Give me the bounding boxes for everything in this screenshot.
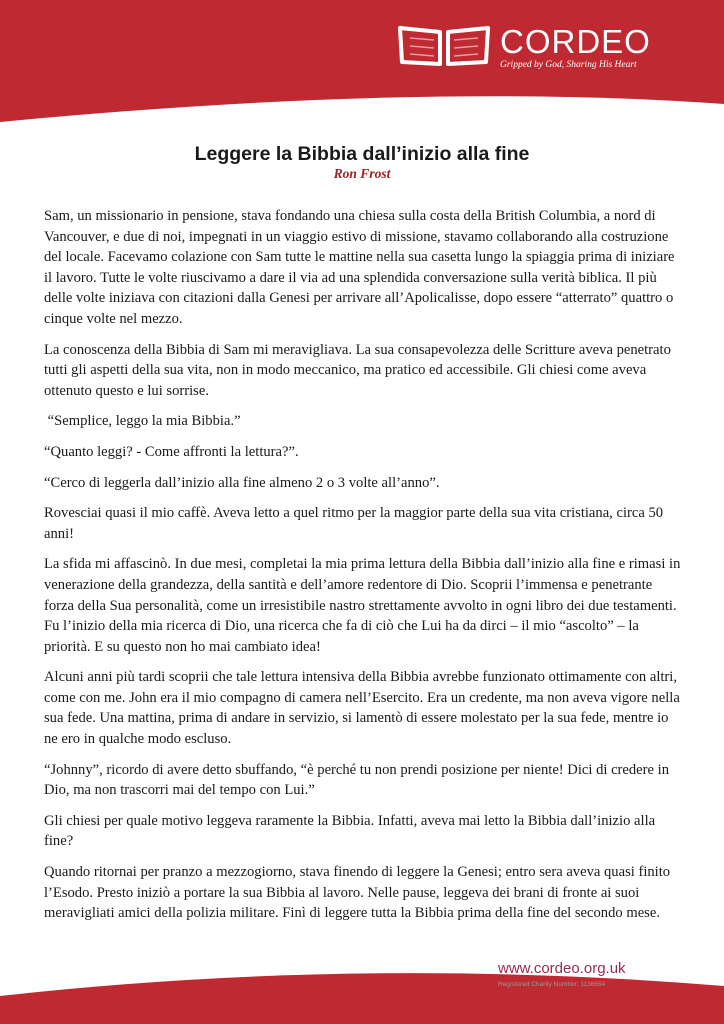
paragraph: Sam, un missionario in pensione, stava fondando una chiesa sulla costa della British Columbia, a nord di Vancouver, e due di noi, impegnati in un viaggio estivo di missione, stavamo collaborando alla costruzione del locale. Facevamo colazione con Sam tutte le mattine nella sua casetta lungo la spiaggia prima di iniziare il lavoro. Tutte le volte riuscivamo a dare il via ad una splendida conversazione sulla verità biblica. Il più delle volte iniziava con citazioni dalla Genesi per arrivare all’Apolicalisse, dopo essere “atterrato” quattro o cinque volte nel mezzo. [44, 208, 675, 327]
paragraph: La sfida mi affascinò. In due mesi, completai la mia prima lettura della Bibbia dall’inizio alla fine e rimasi in venerazione della grandezza, della santità e dell’amore redentore di Dio. Scoprii l’immensa e penetrante forza della Sua personalità, come un irresistibile nastro strettamente avvolto in ogni libro dei due testamenti. Fu l’inizio della mia ricerca di Dio, una ricerca che fa di ciò che Lui ha da dirci – il mio “ascolto” – la priorità. E su questo non ho mai cambiato idea! [44, 556, 681, 655]
paragraph: “Cerco di leggerla dall’inizio alla fine almeno 2 o 3 volte all’anno”. [44, 474, 440, 491]
paragraph: Rovesciai quasi il mio caffè. Aveva letto a quel ritmo per la maggior parte della sua vita cristiana, circa 50 anni! [44, 505, 664, 542]
paragraph: “Semplice, leggo la mia Bibbia.” [44, 413, 241, 430]
paragraph: Quando ritornai per pranzo a mezzogiorno, stava finendo di leggere la Genesi; entro sera aveva quasi finito l’Esodo. Presto iniziò a portare la sua Bibbia al lavoro. Nelle pause, leggeva dei brani di fronte ai suoi meravigliati amici della polizia militare. Finì di leggere tutta la Bibbia prima della fine del secondo mese. [44, 864, 671, 922]
paragraph: Gli chiesi per quale motivo leggeva raramente la Bibbia. Infatti, aveva mai letto la Bibbia dall’inizio alla fine? [44, 812, 656, 850]
charity-number: Registered Charity Number: 1136654 [498, 981, 606, 988]
paragraph: Alcuni anni più tardi scoprii che tale lettura intensiva della Bibbia avrebbe funzionato ottimamente con altri, come con me. John era il mio compagno di camera nell’Esercito. Era un credente, ma non aveva vigore nella sua fede. Una mattina, prima di andare in servizio, si lamentò di essere molestato per la sua fede, mentre io ne ero in qualche modo escluso. [44, 669, 680, 748]
article-author: Ron Frost [333, 166, 391, 181]
paragraph: “Johnny”, ricordo di avere detto sbuffando, “è perché tu non prendi posizione per niente! Dici di credere in Dio, ma non trascorri mai del tempo con Lui.” [44, 761, 670, 799]
open-book-icon [396, 24, 492, 68]
website-link[interactable]: www.cordeo.org.uk [498, 960, 626, 977]
brand-tagline: Gripped by God, Sharing His Heart [500, 60, 637, 70]
paragraph: “Quanto leggi? - Come affronti la lettura?”. [44, 443, 299, 460]
brand-name: CORDEO [500, 23, 651, 60]
title-block [0, 142, 724, 182]
article-body [44, 206, 684, 934]
article-title: Leggere la Bibbia dall’inizio alla fine [194, 143, 530, 165]
paragraph: La conoscenza della Bibbia di Sam mi meravigliava. La sua consapevolezza delle Scritture aveva penetrato tutti gli aspetti della sua vita, non in modo meccanico, ma pratico ed accessibile. Gli chiesi come aveva ottenuto questo e lui sorrise. [44, 341, 671, 399]
cordeo-logo [396, 22, 696, 82]
